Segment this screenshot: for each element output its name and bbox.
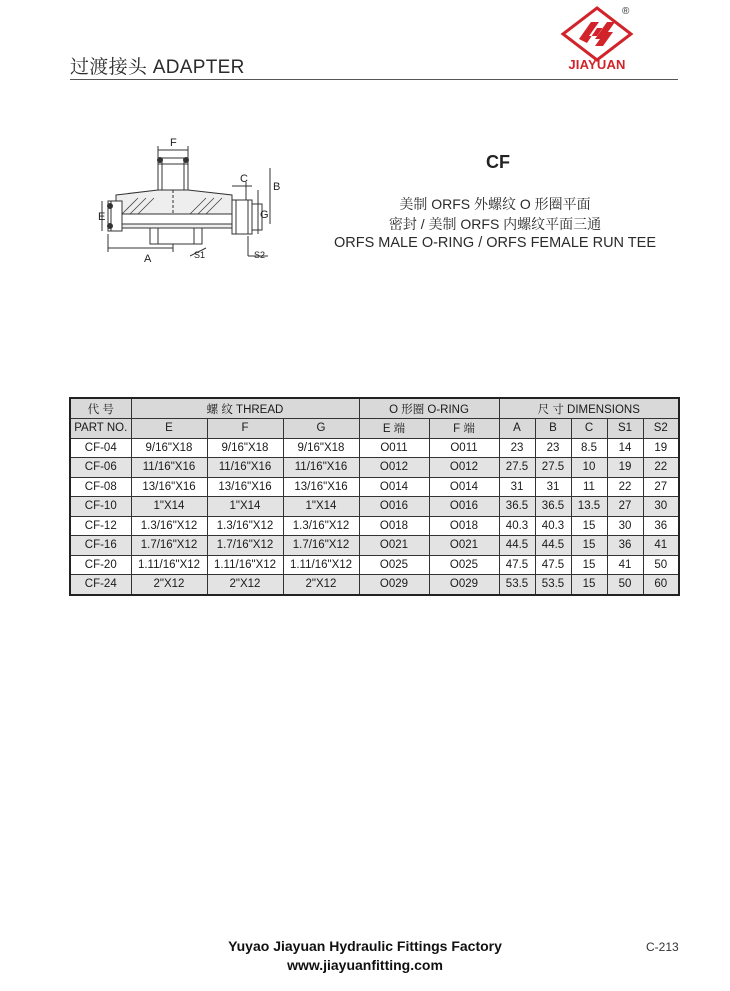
page-number: C-213	[646, 940, 679, 954]
product-desc-cn-1: 美制 ORFS 外螺纹 O 形圈平面	[399, 196, 591, 212]
table-cell: 27	[607, 497, 643, 517]
dim-label-c: C	[240, 173, 248, 185]
fitting-diagram	[98, 138, 288, 268]
group-header-thread: 螺 纹 THREAD	[131, 398, 359, 419]
table-cell: CF-20	[70, 555, 131, 575]
table-cell: 1.7/16"X12	[283, 536, 359, 556]
table-cell: 44.5	[499, 536, 535, 556]
table-cell: O011	[359, 438, 429, 458]
table-row	[70, 555, 679, 575]
table-cell: 19	[643, 438, 679, 458]
table-cell: O021	[359, 536, 429, 556]
column-header: C	[571, 419, 607, 439]
table-cell: 36	[607, 536, 643, 556]
table-cell: 23	[535, 438, 571, 458]
dim-label-s2: S2	[254, 250, 266, 260]
table-cell: 1.7/16"X12	[207, 536, 283, 556]
table-cell: O025	[429, 555, 499, 575]
table-row	[70, 497, 679, 517]
table-cell: O011	[429, 438, 499, 458]
table-cell: 50	[607, 575, 643, 595]
column-header: E 端	[359, 419, 429, 439]
table-cell: 27.5	[535, 458, 571, 478]
group-header-oring: O 形圈 O-RING	[359, 398, 499, 419]
table-cell: 1.11/16"X12	[131, 555, 207, 575]
table-cell: 22	[607, 477, 643, 497]
table-cell: 47.5	[535, 555, 571, 575]
table-cell: O016	[429, 497, 499, 517]
table-cell: 2"X12	[283, 575, 359, 595]
table-cell: O014	[429, 477, 499, 497]
table-cell: 13.5	[571, 497, 607, 517]
column-header: E	[131, 419, 207, 439]
table-cell: 10	[571, 458, 607, 478]
table-cell: O025	[359, 555, 429, 575]
table-cell: 36.5	[499, 497, 535, 517]
table-cell: O021	[429, 536, 499, 556]
table-column-header-row	[70, 419, 679, 439]
product-code: CF	[486, 152, 510, 172]
footer-website: www.jiayuanfitting.com	[287, 957, 443, 973]
table-row	[70, 536, 679, 556]
footer-factory-name: Yuyao Jiayuan Hydraulic Fittings Factory	[228, 938, 502, 954]
group-header-code: 代 号	[70, 398, 131, 419]
table-cell: 1.3/16"X12	[283, 516, 359, 536]
table-cell: 40.3	[499, 516, 535, 536]
table-cell: 44.5	[535, 536, 571, 556]
column-header: S1	[607, 419, 643, 439]
table-cell: 15	[571, 516, 607, 536]
brand-name: JIAYUAN	[568, 57, 626, 72]
table-cell: 2"X12	[207, 575, 283, 595]
table-row	[70, 575, 679, 595]
table-cell: CF-08	[70, 477, 131, 497]
table-cell: 1.3/16"X12	[207, 516, 283, 536]
table-cell: 36.5	[535, 497, 571, 517]
table-cell: 36	[643, 516, 679, 536]
table-cell: 30	[643, 497, 679, 517]
table-cell: O012	[359, 458, 429, 478]
table-cell: 1"X14	[207, 497, 283, 517]
table-cell: 11	[571, 477, 607, 497]
table-cell: 13/16"X16	[131, 477, 207, 497]
table-cell: O029	[429, 575, 499, 595]
product-desc-en: ORFS MALE O-RING / ORFS FEMALE RUN TEE	[334, 235, 656, 251]
table-cell: 1.11/16"X12	[207, 555, 283, 575]
table-cell: 30	[607, 516, 643, 536]
table-cell: 9/16"X18	[207, 438, 283, 458]
dim-label-a: A	[144, 253, 152, 265]
header-divider	[70, 79, 678, 80]
table-cell: 11/16"X16	[283, 458, 359, 478]
table-cell: 53.5	[499, 575, 535, 595]
column-header: A	[499, 419, 535, 439]
table-cell: O029	[359, 575, 429, 595]
table-cell: 41	[607, 555, 643, 575]
table-body	[70, 438, 679, 595]
table-cell: 23	[499, 438, 535, 458]
table-group-header-row	[70, 398, 679, 419]
table-cell: 60	[643, 575, 679, 595]
column-header: F	[207, 419, 283, 439]
registered-mark: ®	[622, 6, 630, 17]
table-cell: 1.7/16"X12	[131, 536, 207, 556]
table-cell: 50	[643, 555, 679, 575]
table-row	[70, 516, 679, 536]
dim-label-e: E	[98, 211, 106, 223]
table-cell: 2"X12	[131, 575, 207, 595]
table-cell: 27.5	[499, 458, 535, 478]
table-cell: CF-24	[70, 575, 131, 595]
table-cell: O018	[359, 516, 429, 536]
table-cell: 27	[643, 477, 679, 497]
table-cell: 9/16"X18	[283, 438, 359, 458]
table-cell: O012	[429, 458, 499, 478]
spec-table	[69, 397, 680, 596]
table-cell: 15	[571, 536, 607, 556]
table-row	[70, 438, 679, 458]
table-row	[70, 477, 679, 497]
table-cell: 14	[607, 438, 643, 458]
table-cell: CF-06	[70, 458, 131, 478]
table-cell: 11/16"X16	[131, 458, 207, 478]
table-cell: 13/16"X16	[283, 477, 359, 497]
dim-label-s1: S1	[194, 250, 206, 260]
product-desc-cn-2: 密封 / 美制 ORFS 内螺纹平面三通	[388, 216, 602, 232]
column-header: F 端	[429, 419, 499, 439]
table-cell: 22	[643, 458, 679, 478]
table-cell: CF-10	[70, 497, 131, 517]
table-cell: 11/16"X16	[207, 458, 283, 478]
table-cell: 1"X14	[131, 497, 207, 517]
table-cell: 31	[535, 477, 571, 497]
table-cell: 41	[643, 536, 679, 556]
column-header: PART NO.	[70, 419, 131, 439]
table-cell: 1.3/16"X12	[131, 516, 207, 536]
table-cell: CF-12	[70, 516, 131, 536]
table-cell: O018	[429, 516, 499, 536]
table-cell: 9/16"X18	[131, 438, 207, 458]
table-row	[70, 458, 679, 478]
table-cell: O014	[359, 477, 429, 497]
dim-label-b: B	[273, 181, 281, 193]
table-cell: O016	[359, 497, 429, 517]
dim-label-f: F	[170, 138, 177, 149]
dim-label-g: G	[260, 209, 269, 221]
table-cell: CF-16	[70, 536, 131, 556]
table-cell: 15	[571, 555, 607, 575]
table-cell: 13/16"X16	[207, 477, 283, 497]
page-title: 过渡接头 ADAPTER	[70, 57, 245, 78]
column-header: G	[283, 419, 359, 439]
group-header-dimensions: 尺 寸 DIMENSIONS	[499, 398, 679, 419]
table-cell: 8.5	[571, 438, 607, 458]
table-cell: 19	[607, 458, 643, 478]
table-cell: 1"X14	[283, 497, 359, 517]
column-header: B	[535, 419, 571, 439]
table-cell: CF-04	[70, 438, 131, 458]
column-header: S2	[643, 419, 679, 439]
table-cell: 31	[499, 477, 535, 497]
table-cell: 15	[571, 575, 607, 595]
table-cell: 40.3	[535, 516, 571, 536]
table-cell: 47.5	[499, 555, 535, 575]
table-cell: 1.11/16"X12	[283, 555, 359, 575]
table-cell: 53.5	[535, 575, 571, 595]
